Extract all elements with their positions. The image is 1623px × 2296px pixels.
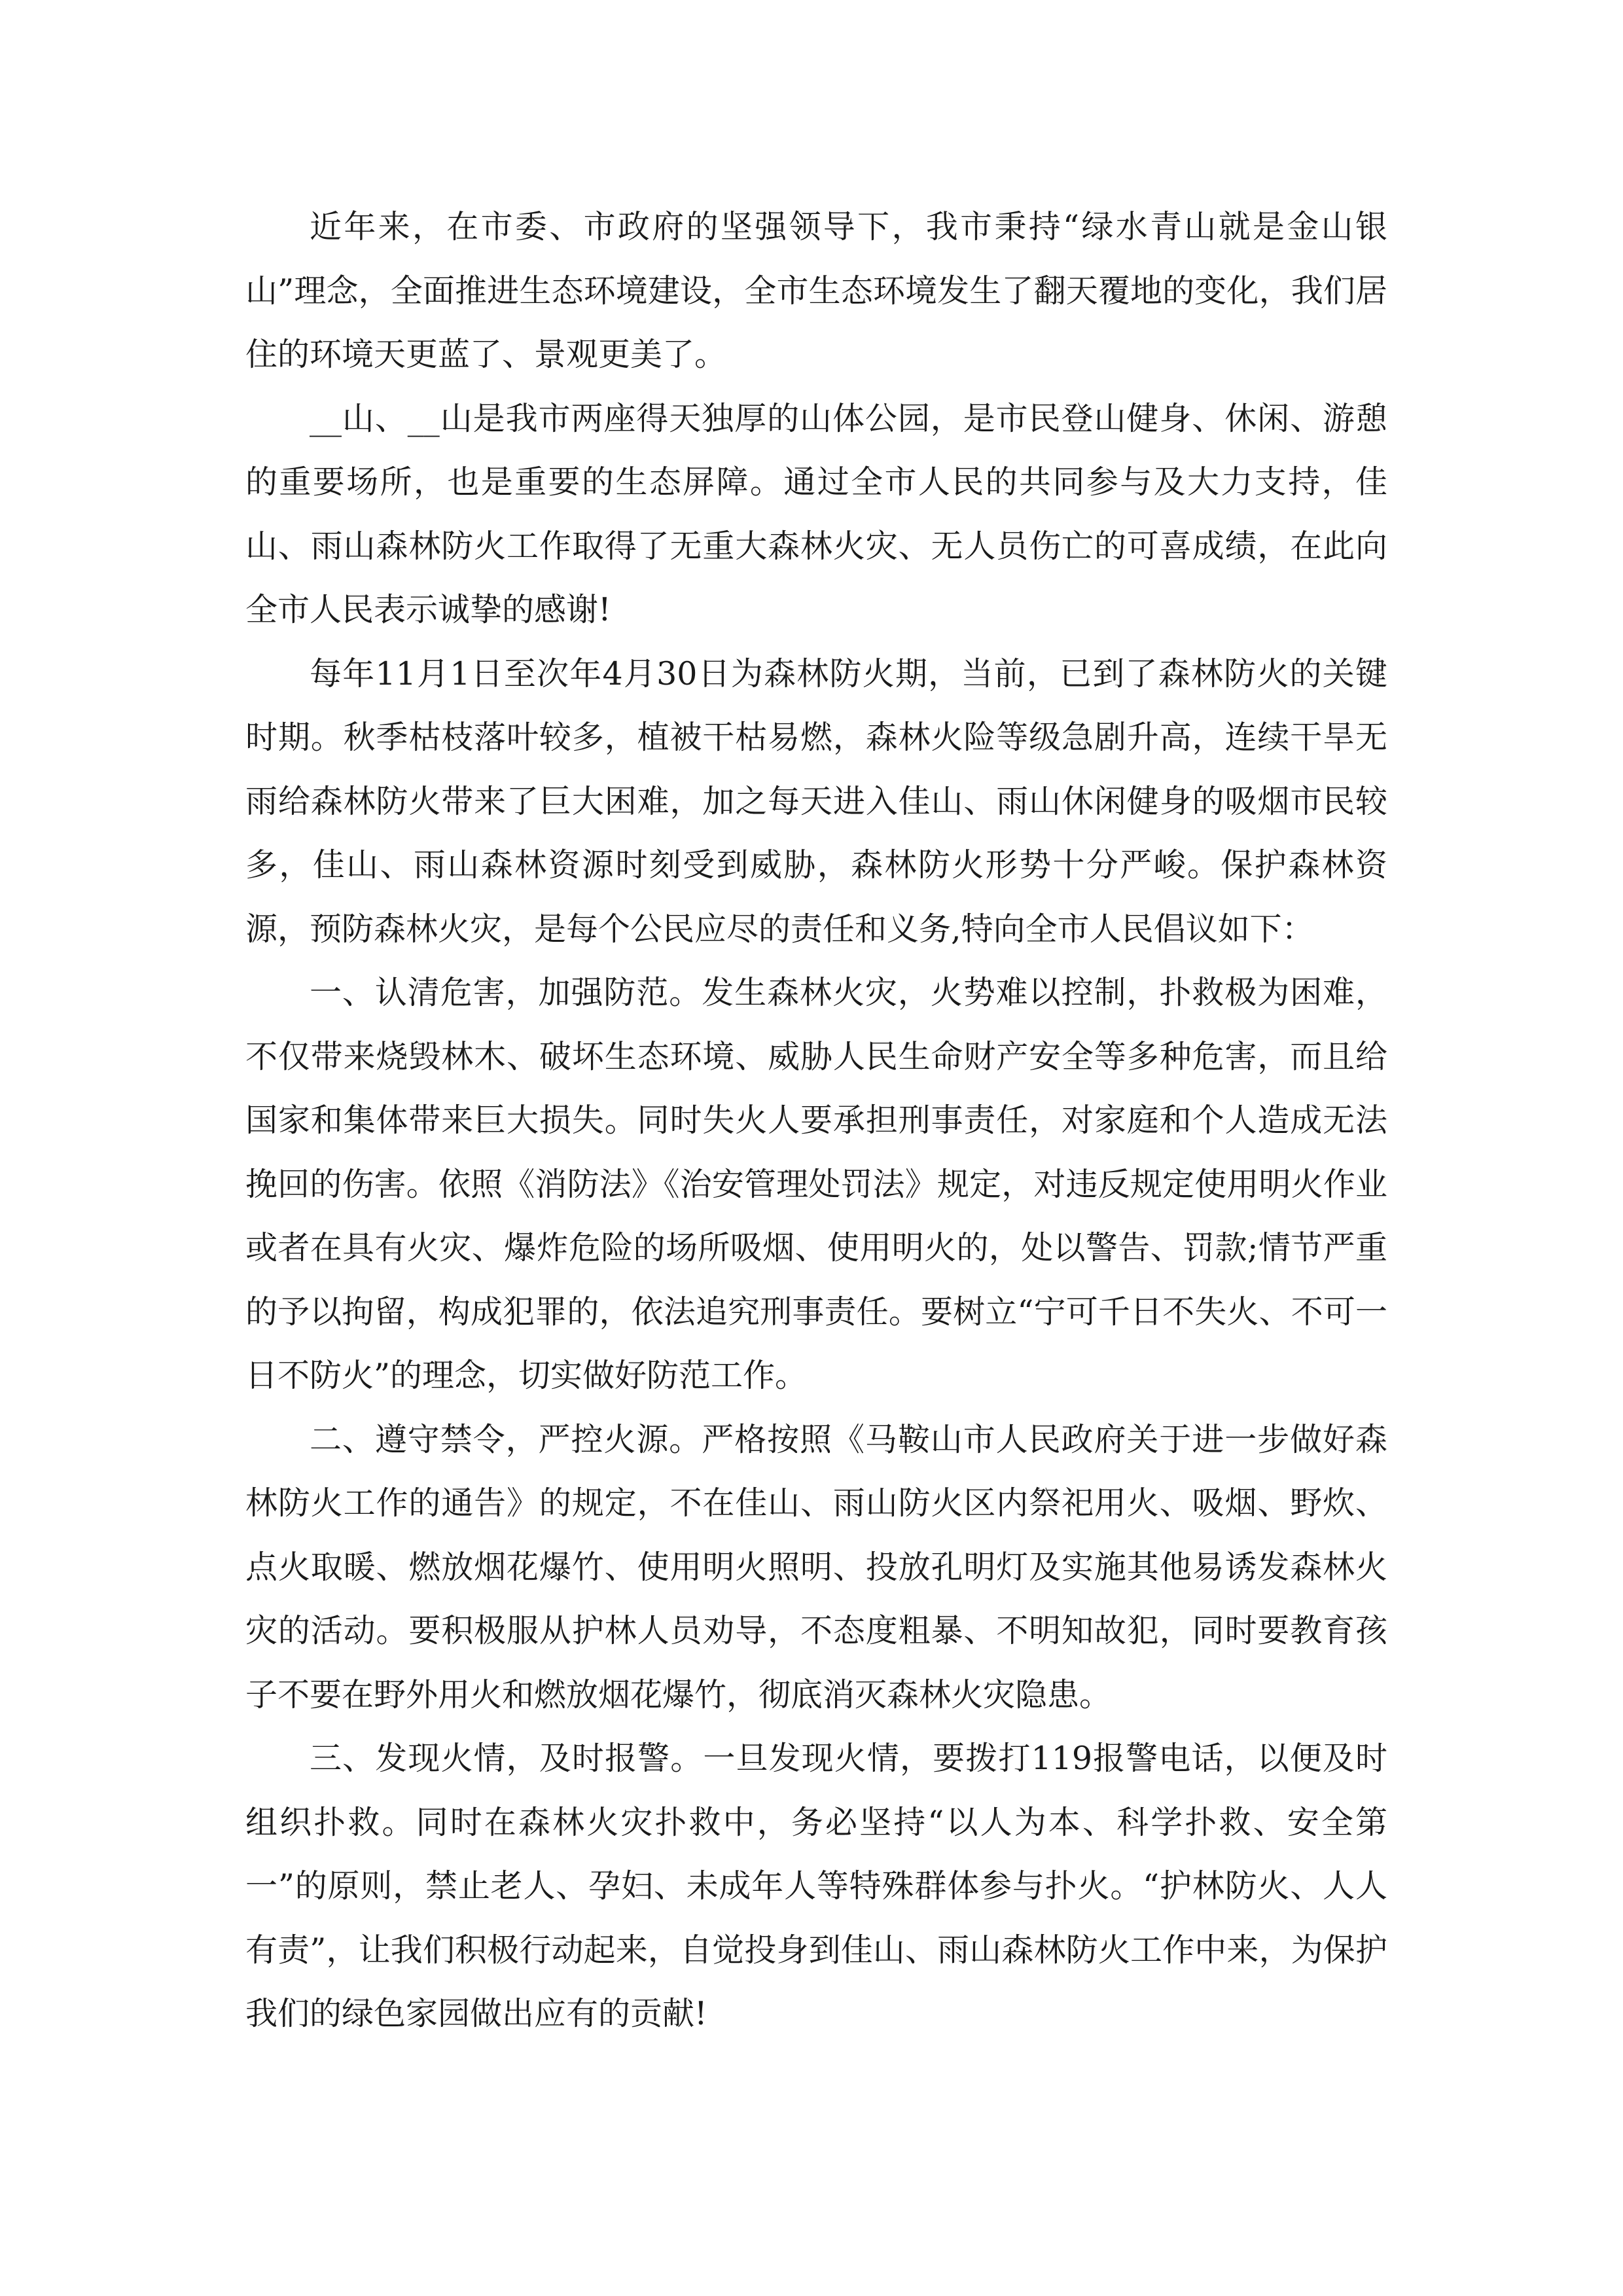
paragraph-item-three: 三、发现火情，及时报警。一旦发现火情，要拨打119报警电话，以便及时组织扑救。同时在森林火灾扑救中，务必坚持“以人为本、科学扑救、安全第一”的原则，禁止老人、孕妇、未成年人等特殊群体参与扑火。“护林防火、人人有责”，让我们积极行动起来，自觉投身到佳山、雨山森林防火工作中来，为保护我们的绿色家园做出应有的贡献! xyxy=(245,1740,1387,2032)
paragraph-intro: 近年来，在市委、市政府的坚强领导下，我市秉持“绿水青山就是金山银山”理念，全面推进生态环境建设，全市生态环境发生了翻天覆地的变化，我们居住的环境天更蓝了、景观更美了。 xyxy=(245,208,1387,373)
paragraph-item-two: 二、遵守禁令，严控火源。严格按照《马鞍山市人民政府关于进一步做好森林防火工作的通告》的规定，不在佳山、雨山防火区内祭祀用火、吸烟、野炊、点火取暖、燃放烟花爆竹、使用明火照明、投放孔明灯及实施其他易诱发森林火灾的活动。要积极服从护林人员劝导，不态度粗暴、不明知故犯，同时要教育孩子不要在野外用火和燃放烟花爆竹，彻底消灭森林火灾隐患。 xyxy=(245,1420,1387,1713)
paragraph-fire-season: 每年11月1日至次年4月30日为森林防火期，当前，已到了森林防火的关键时期。秋季枯枝落叶较多，植被干枯易燃，森林火险等级急剧升高，连续干旱无雨给森林防火带来了巨大困难，加之每天进入佳山、雨山休闲健身的吸烟市民较多，佳山、雨山森林资源时刻受到威胁，森林防火形势十分严峻。保护森林资源，预防森林火灾，是每个公民应尽的责任和义务,特向全市人民倡议如下： xyxy=(245,655,1387,948)
paragraph-parks: __山、__山是我市两座得天独厚的山体公园，是市民登山健身、休闲、游憩的重要场所，也是重要的生态屏障。通过全市人民的共同参与及大力支持，佳山、雨山森林防火工作取得了无重大森林火灾、无人员伤亡的可喜成绩，在此向全市人民表示诚挚的感谢! xyxy=(245,399,1387,628)
document-body xyxy=(245,195,1387,2046)
paragraph-item-one: 一、认清危害，加强防范。发生森林火灾，火势难以控制，扑救极为困难，不仅带来烧毁林木、破坏生态环境、威胁人民生命财产安全等多种危害，而且给国家和集体带来巨大损失。同时失火人要承担刑事责任，对家庭和个人造成无法挽回的伤害。依照《消防法》《治安管理处罚法》规定，对违反规定使用明火作业或者在具有火灾、爆炸危险的场所吸烟、使用明火的，处以警告、罚款;情节严重的予以拘留，构成犯罪的，依法追究刑事责任。要树立“宁可千日不失火、不可一日不防火”的理念，切实做好防范工作。 xyxy=(245,974,1387,1394)
